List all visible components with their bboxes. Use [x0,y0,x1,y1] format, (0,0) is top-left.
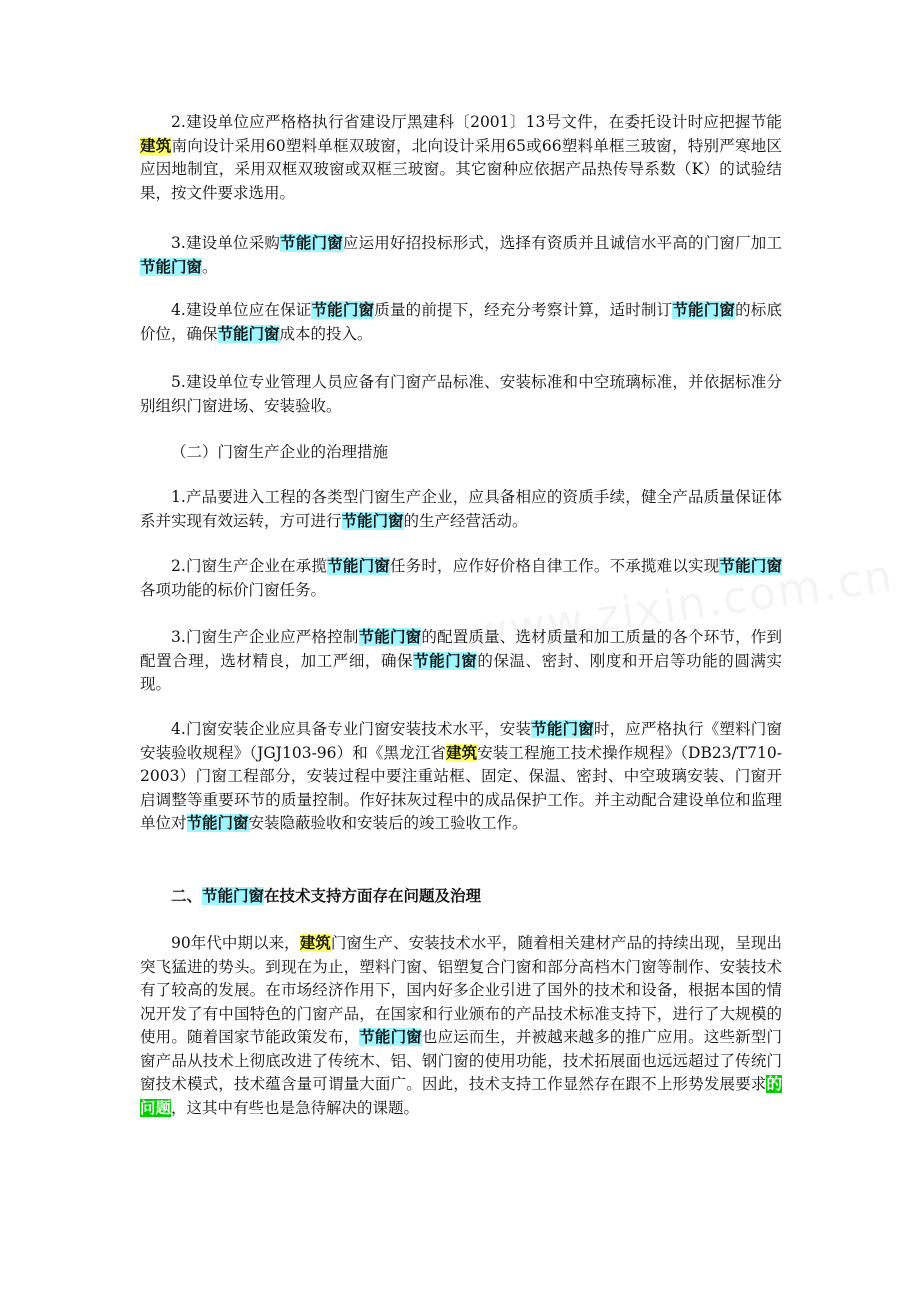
highlighted-term-green: 的问题 [140,1075,782,1117]
text-run: 也应运而生，并被越来越多的推广应用。这些新型门窗产品从技术上彻底改进了传统木、铝、钢门窗的使用功能，技术拓展面也远远超过了传统门窗技术模式，技术蕴含量可谓量大面广。因此，技术支持工作显然存在跟不上形势发展要求 [140,1028,782,1093]
paragraph-producer-1 [140,486,782,533]
text-run: 4.门窗安装企业应具备专业门窗安装技术水平，安装 [171,720,532,738]
text-run: 任务时，应作好价格自律工作。不承揽难以实现 [389,557,720,575]
highlighted-term-cyan: 节能门窗 [358,628,422,646]
text-run: 3.门窗生产企业应严格控制 [171,628,359,646]
text-run: 3.建设单位采购 [171,234,281,252]
text-run: 的标底价位，确保 [140,301,782,343]
highlighted-term-cyan: 节能门窗 [359,1028,422,1046]
highlighted-term-cyan: 节能门窗 [327,557,390,575]
text-run: 时，应严格执行《塑料门窗安装验收规程》（JGJ103-96）和《黑龙江省 [140,720,782,762]
highlighted-term-yellow: 建筑 [140,136,172,155]
paragraph-tech-support [140,932,782,1120]
highlighted-term-cyan: 节能门窗 [531,720,594,738]
text-run: 应运用好招投标形式，选择有资质并且诚信水平高的门窗厂加工 [342,234,782,252]
text-run: 的生产经营活动。 [403,511,528,530]
text-run: 二、 [171,887,203,905]
paragraph-item-5 [140,371,782,418]
text-run: （二）门窗生产企业的治理措施 [171,443,389,461]
highlighted-term-yellow: 建筑 [299,934,331,952]
text-run: 。 [202,257,218,276]
text-run: 2.门窗生产企业在承揽 [171,557,328,575]
highlighted-term-cyan: 节能门窗 [413,651,478,670]
paragraph-item-3 [140,232,782,279]
text-run: ，这其中有些也是急待解决的课题。 [171,1098,420,1117]
highlighted-term-cyan: 节能门窗 [202,887,265,905]
highlighted-term-yellow: 建筑 [445,743,478,762]
paragraph-item-2 [140,111,782,205]
text-run: 4.建设单位应在保证 [171,301,312,319]
section-heading [140,885,782,909]
text-run: 5.建设单位专业管理人员应备有门窗产品标准、安装标准和中空琉璃标准，并依据标准分别组织门窗进场、安装验收。 [140,373,782,415]
text-run: 质量的前提下，经充分考察计算，适时制订 [374,301,673,319]
text-run: 门窗生产、安装技术水平，随着相关建材产品的持续出现，呈现出突飞猛进的势头。到现在为止，塑料门窗、铝塑复合门窗和部分高档木门窗等制作、安装技术有了较高的发展。在市场经济作用下，国内好多企业引进了国外的技术和设备，根据本国的情况开发了有中国特色的门窗产品，在国家和行业颁布的产品技术标准支持下，进行了大规模的使用。随着国家节能政策发布， [140,934,782,1046]
text-run: 安装隐蔽验收和安装后的竣工验收工作。 [248,814,528,832]
text-run: 的保温、密封、刚度和开启等功能的圆满实现。 [140,651,782,693]
text-run: 1.产品要进入工程的各类型门窗生产企业，应具备相应的资质手续，健全产品质量保证体系并实现有效运转，方可进行 [140,488,782,530]
section-subtitle [140,441,782,465]
paragraph-producer-2 [140,555,782,602]
highlighted-term-cyan: 节能门窗 [140,257,203,276]
text-run: 成本的投入。 [279,324,373,343]
paragraph-item-4 [140,299,782,346]
highlighted-term-cyan: 节能门窗 [217,324,280,343]
text-run: 在技术支持方面存在问题及治理 [264,887,482,905]
text-run: 各项功能的标价门窗任务。 [140,580,327,599]
paragraph-producer-4 [140,718,782,836]
highlighted-term-cyan: 节能门窗 [672,301,736,319]
text-run: 安装工程施工技术操作规程》（DB23/T710-2003）门窗工程部分，安装过程中要注重站框、固定、保温、密封、中空玻璃安装、门窗开启调整等重要环节的质量控制。作好抹灰过程中的成品保护工作。并主动配合建设单位和监理单位对 [140,743,782,832]
text-run: 2.建设单位应严格格执行省建设厅黑建科〔2001〕13号文件，在委托设计时应把握节能 [171,113,782,131]
highlighted-term-cyan: 节能门窗 [341,511,404,530]
highlighted-term-cyan: 节能门窗 [186,814,249,832]
text-run: 的配置质量、选材质量和加工质量的各个环节，作到配置合理，选材精良，加工严细，确保 [140,628,782,670]
text-run: 南向设计采用60塑料单框双玻窗，北向设计采用65或66塑料单框三玻窗，特别严寒地区应因地制宜，采用双框双玻窗或双框三玻窗。其它窗种应依据产品热传导系数（K）的试验结果，按文件要求选用。 [140,136,782,202]
highlighted-term-cyan: 节能门窗 [719,557,782,575]
paragraph-producer-3 [140,626,782,697]
text-run: 90年代中期以来， [171,934,300,952]
highlighted-term-cyan: 节能门窗 [280,234,343,252]
highlighted-term-cyan: 节能门窗 [311,301,375,319]
